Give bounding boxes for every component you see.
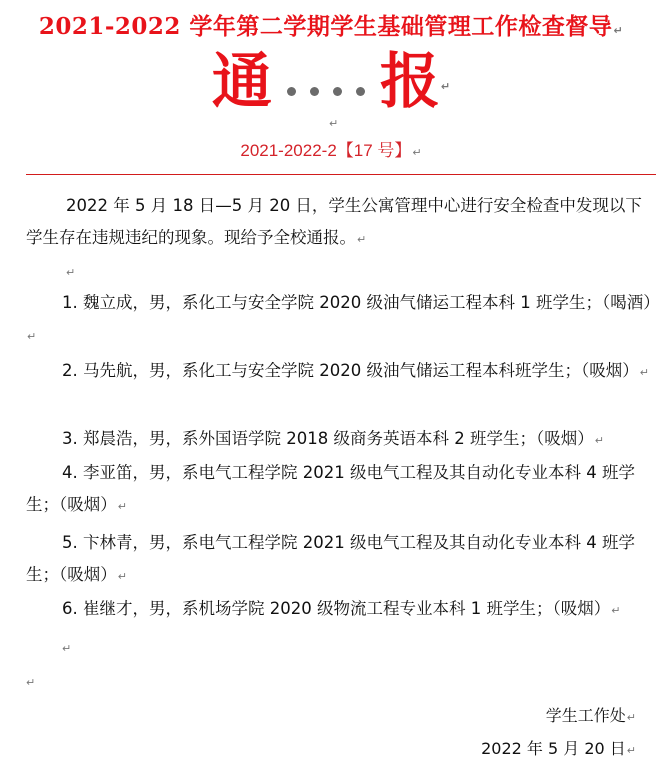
paragraph-mark-icon: ↵ [62,642,72,655]
banner-left-char: 通 [211,47,272,117]
list-item: 5. 卞林青，男，系电气工程学院 2021 级电气工程及其自动化专业本科 4 班学生；（吸烟）↵ [26,533,635,584]
list-item: 6. 崔继才，男，系机场学院 2020 级物流工程专业本科 1 班学生；（吸烟）↵ [62,599,621,618]
paragraph-mark-icon: ↵ [357,233,367,246]
list-item: 3. 郑晨浩，男，系外国语学院 2018 级商务英语本科 2 班学生；（吸烟）↵ [62,429,604,448]
banner-dots [280,47,372,127]
notice-title: 2021-2022 学年第二学期学生基础管理工作检查督导↵ [38,13,624,40]
list-item: 4. 李亚笛，男，系电气工程学院 2021 级电气工程及其自动化专业本科 4 班学生；（吸烟）↵ [26,463,635,514]
list-item: 2. 马先航，男，系化工与安全学院 2020 级油气储运工程本科班学生；（吸烟）↵ [62,361,649,380]
notice-banner [0,42,662,127]
paragraph-mark-icon: ↵ [440,79,451,93]
banner-right-char: 报 [379,47,440,117]
intro-paragraph: 2022 年 5 月 18 日—5 月 20 日，学生公寓管理中心进行安全检查中发现以下学生存在违规违纪的现象。现给予全校通报。↵ [26,196,642,247]
paragraph-mark-icon: ↵ [66,266,76,279]
issue-number: 2021-2022-2【17 号】↵ [240,141,422,160]
paragraph-mark-icon: ↵ [613,24,624,37]
paragraph-mark-icon: ↵ [329,117,339,130]
list-item: 1. 魏立成，男，系化工与安全学院 2020 级油气储运工程本科 1 班学生；（喝酒）↵ [27,293,660,343]
header-divider [26,174,656,175]
signature-date: 2022 年 5 月 20 日↵ [481,739,636,758]
signature-office: 学生工作处↵ [545,706,636,725]
paragraph-mark-icon: ↵ [26,676,36,689]
paragraph-mark-icon: ↵ [412,146,422,159]
